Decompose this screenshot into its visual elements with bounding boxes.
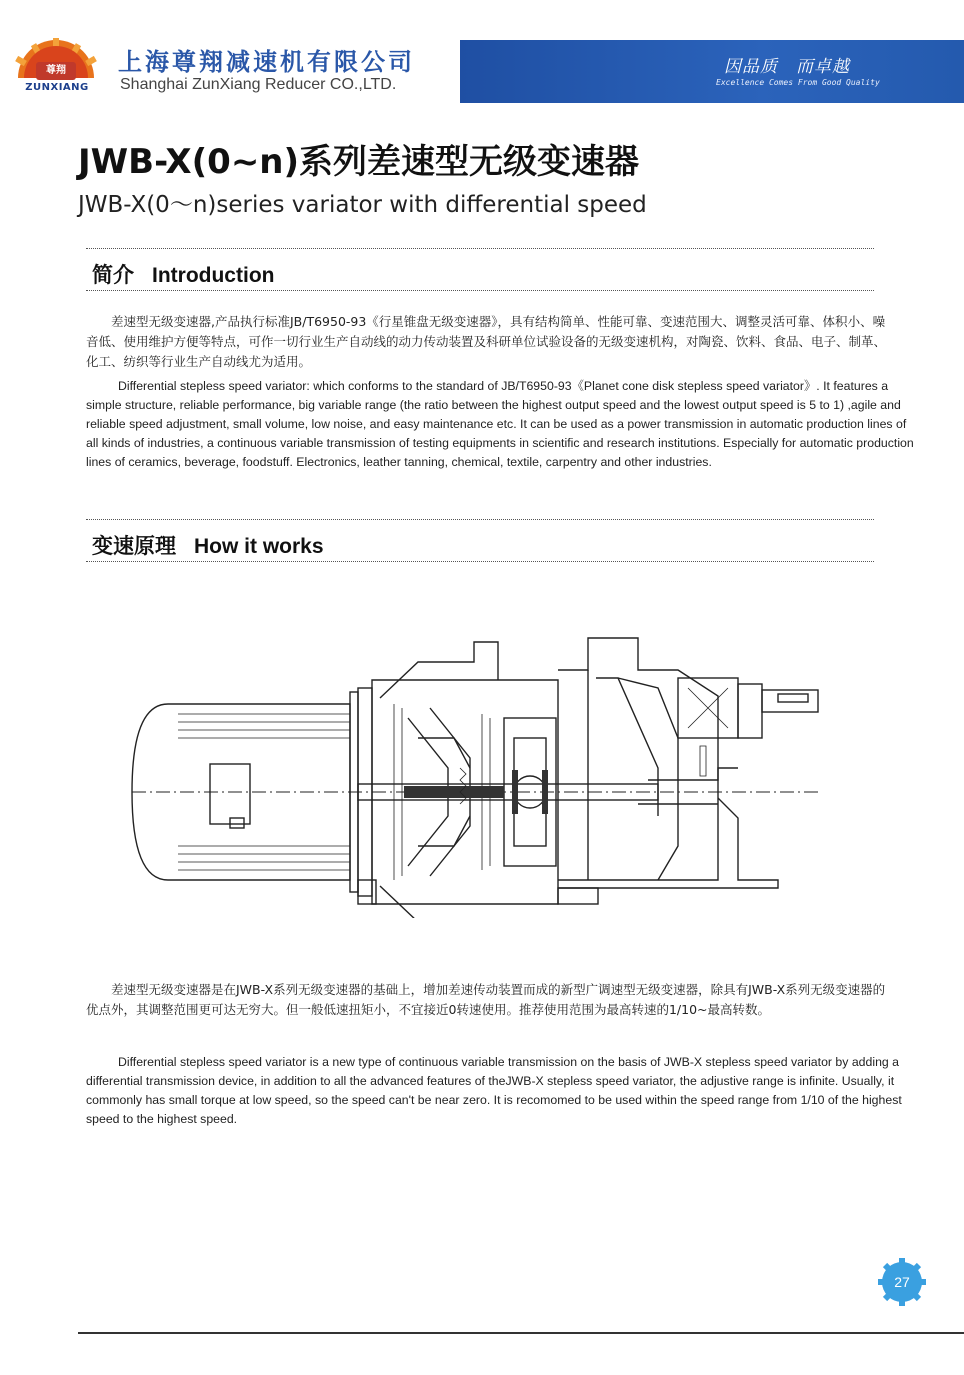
section-heading-cn: 简介: [92, 263, 134, 287]
company-logo: [8, 38, 104, 96]
slogan-en: Excellence Comes From Good Quality: [716, 78, 880, 87]
page-title-cn: JWB-X(0~n)系列差速型无级变速器: [78, 142, 640, 182]
page-number: 27: [894, 1274, 910, 1290]
intro-paragraph-en: Differential stepless speed variator: which conforms to the standard of JB/T6950-93《Planet cone disk stepless speed variator》. It features a simple structure, reliable performance, big variable range (the ratio between the highest output speed and the lowest output speed is 5 to 1) ,agile and reliable speed adjustment, small volume, low noise, and easy maintenance etc. It can be used as a power transmission in automatic production lines of all kinds of industries, a continuous variable transmission of testing equipments in scientific and research institutions. Especially for automatic production lines of ceramics, beverage, foodstuff. Electronics, leather tanning, chemical, textile, carpentry and other industries.: [86, 379, 914, 469]
section-heading-introduction: [92, 259, 274, 289]
page-number-gear-icon: [876, 1256, 928, 1308]
section-heading-en: Introduction: [152, 264, 275, 287]
intro-paragraph-cn: 差速型无级变速器,产品执行标准JB/T6950-93《行星锥盘无级变速器》，具有结构简单、性能可靠、变速范围大、调整灵活可靠、体积小、噪音低、使用维护方便等特点，可作一切行业生产自动线的动力传动装置及科研单位试验设备的无级变速机构，对陶瓷、饮料、食品、电子、制革、化工、纺织等行业生产自动线尤为适用。: [86, 314, 887, 369]
divider: [86, 248, 874, 249]
works-paragraph-cn: 差速型无级变速器是在JWB-X系列无级变速器的基础上，增加差速传动装置而成的新型广调速型无级变速器，除具有JWB-X系列无级变速器的优点外，其调整范围更可达无穷大。但一般低速扭矩小，不宜接近0转速使用。推荐使用范围为最高转速的1/10~最高转数。: [86, 982, 886, 1017]
company-name-cn: 上海尊翔减速机有限公司: [118, 48, 415, 76]
works-paragraph-en: Differential stepless speed variator is a new type of continuous variable transmission on the basis of JWB-X stepless speed variator by adding a differential transmission device, in addition to all the advanced features of theJWB-X stepless speed variator, the adjustive range is infinite. Usually, it commonly has small torque at low speed, so the speed can't be near zero. It is recomomed to be used within the speed range from 1/10 of the highest speed to the highest speed.: [86, 1055, 902, 1126]
slogan-cn: 因品质 而卓越: [724, 57, 850, 77]
footer-rule: [78, 1332, 964, 1334]
divider: [86, 290, 874, 291]
page-header: [0, 0, 964, 110]
section-heading-cn: 变速原理: [92, 534, 176, 558]
company-name-en: Shanghai ZunXiang Reducer CO.,LTD.: [120, 76, 397, 93]
divider: [86, 519, 874, 520]
variator-cross-section-drawing: [118, 618, 834, 918]
logo-badge: 尊翔: [36, 62, 76, 80]
header-banner: [460, 40, 964, 103]
section-heading-en: How it works: [194, 535, 324, 558]
page-title-en: JWB-X(0～n)series variator with differential speed: [78, 192, 647, 218]
section-heading-how-it-works: [92, 530, 324, 560]
logo-wordmark: ZUNXIANG: [25, 82, 89, 93]
divider: [86, 561, 874, 562]
